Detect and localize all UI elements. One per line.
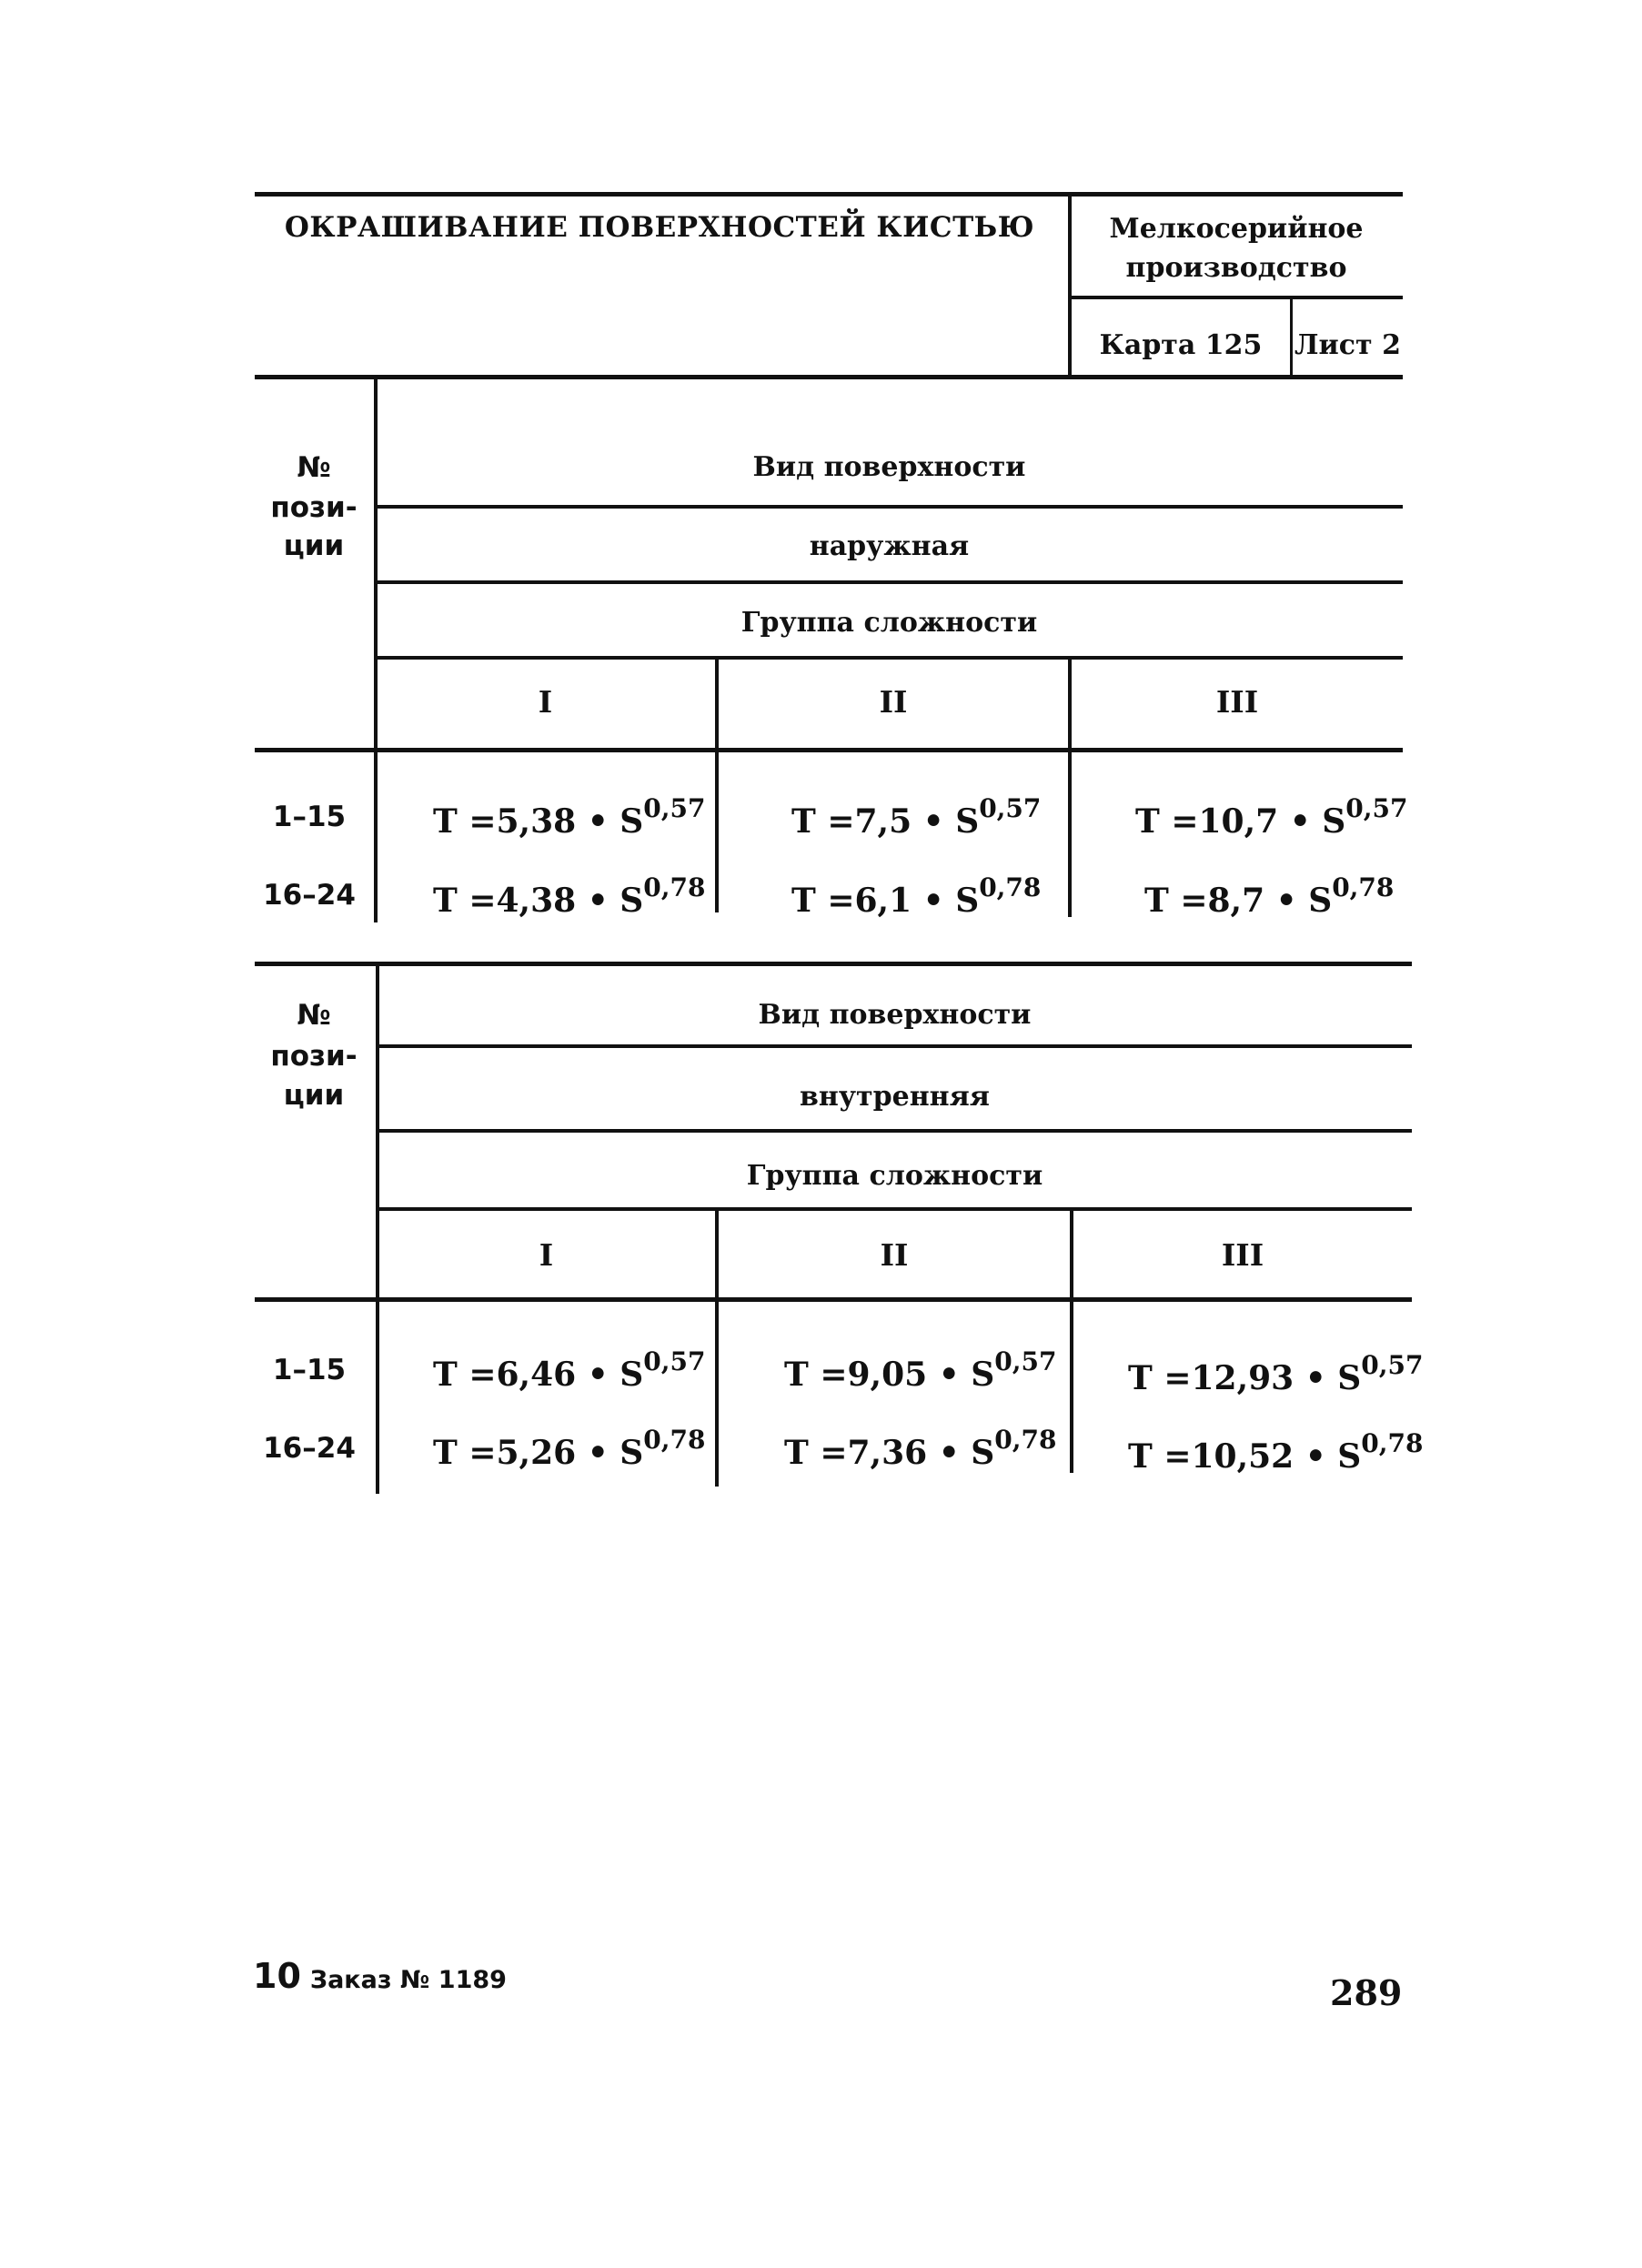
card-number: Карта 125 [1099, 329, 1263, 361]
order-signature-number: 10 [253, 1956, 301, 1996]
rule [376, 505, 1403, 509]
surface-type-label: Вид поверхности [758, 999, 1032, 1031]
formula: T =5,26 • S$^{0,78}$ [433, 1425, 706, 1472]
position-label-line1: № [297, 451, 331, 484]
page-number: 289 [1330, 1972, 1403, 2013]
surface-type-label: Вид поверхности [752, 451, 1026, 483]
rule [255, 962, 1412, 966]
complexity-group-label: Группа сложности [746, 1160, 1043, 1192]
formula: T =10,7 • S$^{0,57}$ [1135, 793, 1408, 841]
position-label-line3: ции [283, 529, 345, 562]
formula: T =7,36 • S$^{0,78}$ [784, 1425, 1057, 1472]
position-label-line1: № [297, 999, 331, 1032]
rule [378, 1129, 1412, 1133]
position-label-line2: пози- [270, 1040, 358, 1073]
surface-type-value: наружная [809, 530, 970, 562]
header-bottom-rule [255, 375, 1403, 379]
formula: T =10,52 • S$^{0,78}$ [1128, 1428, 1424, 1476]
rule [255, 748, 1403, 752]
position-label-line3: ции [283, 1079, 345, 1112]
header-top-rule [255, 192, 1403, 197]
sheet-number: Лист 2 [1294, 329, 1401, 361]
rule [376, 656, 1403, 660]
order-imprint [253, 1956, 507, 1996]
group-header-1: I [539, 1237, 554, 1273]
group-header-2: II [880, 1237, 909, 1273]
complexity-group-label: Группа сложности [740, 607, 1038, 639]
position-label-line2: пози- [270, 491, 358, 524]
formula: T =8,7 • S$^{0,78}$ [1144, 872, 1395, 920]
position-range-2: 16–24 [263, 879, 356, 912]
position-range-2: 16–24 [263, 1432, 356, 1465]
group-header-3: III [1221, 1237, 1264, 1273]
formula: T =4,38 • S$^{0,78}$ [433, 872, 706, 920]
formula: T =6,1 • S$^{0,78}$ [791, 872, 1042, 920]
surface-type-value: внутренняя [800, 1081, 990, 1113]
pos-column-divider [376, 963, 379, 1494]
production-type-line1: Мелкосерийное [1109, 213, 1364, 245]
group-header-1: I [538, 684, 553, 720]
formula: T =9,05 • S$^{0,57}$ [784, 1346, 1057, 1394]
order-text: Заказ № 1189 [309, 1966, 507, 1994]
rule [378, 1044, 1412, 1048]
rule [255, 1297, 1412, 1302]
position-range-1: 1–15 [272, 801, 347, 833]
position-range-1: 1–15 [272, 1354, 347, 1386]
formula: T =6,46 • S$^{0,57}$ [433, 1346, 706, 1394]
rule [376, 580, 1403, 584]
formula: T =5,38 • S$^{0,57}$ [433, 793, 706, 841]
formula: T =12,93 • S$^{0,57}$ [1128, 1350, 1424, 1397]
group-header-2: II [879, 684, 908, 720]
formula: T =7,5 • S$^{0,57}$ [791, 793, 1042, 841]
document-title: ОКРАШИВАНИЕ ПОВЕРХНОСТЕЙ КИСТЬЮ [284, 211, 1035, 244]
header-mid-rule [1070, 296, 1403, 299]
group-header-3: III [1215, 684, 1259, 720]
rule [378, 1207, 1412, 1211]
production-type-line2: производство [1125, 252, 1347, 284]
